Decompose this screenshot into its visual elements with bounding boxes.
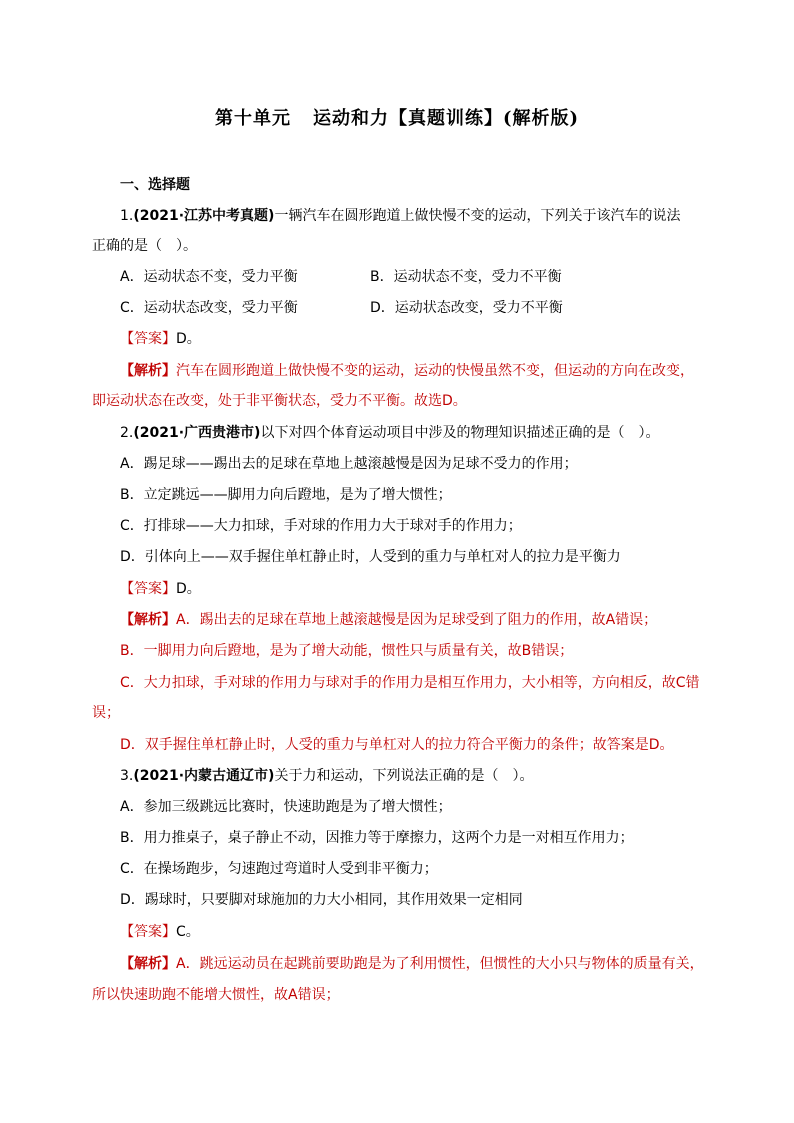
q2-option-d: D．引体向上——双手握住单杠静止时，人受到的重力与单杠对人的拉力是平衡力: [120, 549, 621, 565]
q2-analysis-line5: D．双手握住单杠静止时，人受的重力与单杠对人的拉力符合平衡力的条件；故答案是D。: [120, 737, 674, 753]
q1-options-row2: [120, 298, 563, 318]
q3-source: (2021·内蒙古通辽市): [133, 768, 275, 784]
q2-answer: [120, 579, 201, 599]
q3-option-c: C．在操场跑步，匀速跑过弯道时人受到非平衡力；: [120, 861, 438, 877]
q3-analysis-text1: A．跳远运动员在起跳前要助跑是为了利用惯性，但惯性的大小只与物体的质量有关，: [176, 956, 704, 972]
q1-number: 1.: [120, 208, 134, 224]
q3-option-b: B．用力推桌子，桌子静止不动，因推力等于摩擦力，这两个力是一对相互作用力；: [120, 830, 634, 846]
q2-analysis-tag: 【解析】: [120, 612, 176, 628]
q1-source: (2021·江苏中考真题): [133, 208, 275, 224]
q2-option-a: A．踢足球——踢出去的足球在草地上越滚越慢是因为足球不受力的作用；: [120, 456, 578, 472]
q3-answer: [120, 922, 200, 942]
q3-answer-tag: 【答案】: [120, 924, 176, 940]
q2-source: (2021·广西贵港市): [133, 425, 261, 441]
q2-analysis-text1: A．踢出去的足球在草地上越滚越慢是因为足球受到了阻力的作用，故A错误；: [176, 612, 658, 628]
q1-option-d: D．运动状态改变，受力不平衡: [370, 300, 563, 316]
q2-answer-tag: 【答案】: [120, 581, 176, 597]
q2-number: 2.: [120, 425, 134, 441]
q2-option-b: B．立定跳远——脚用力向后蹬地，是为了增大惯性；: [120, 487, 452, 503]
q1-option-b: B．运动状态不变，受力不平衡: [370, 269, 562, 285]
q2-analysis-line2: B．一脚用力向后蹬地，是为了增大动能，惯性只与质量有关，故B错误；: [120, 643, 574, 659]
q1-option-a: A．运动状态不变，受力平衡: [120, 269, 298, 285]
q2-analysis-line3: C．大力扣球，手对球的作用力与球对手的作用力是相互作用力，大小相等，方向相反，故C错: [120, 675, 700, 691]
q1-options-row1: [120, 267, 562, 287]
q1-stem: 一辆汽车在圆形跑道上做快慢不变的运动，下列关于该汽车的说法: [274, 208, 681, 224]
q1-analysis-tag: 【解析】: [120, 363, 176, 379]
q1-option-c: C．运动状态改变，受力平衡: [120, 300, 298, 316]
q2-stem-line1: [120, 423, 659, 443]
q1-answer-tag: 【答案】: [120, 331, 176, 347]
q3-answer-value: C。: [176, 924, 200, 940]
title-topic: 运动和力【真题训练】(解析版): [312, 108, 580, 129]
section-heading: 一、选择题: [120, 177, 190, 193]
q1-stem-line2: 正确的是（ ）。: [92, 238, 197, 254]
title-unit: 第十单元: [214, 108, 291, 129]
q1-stem-line1: [120, 206, 680, 226]
q3-option-d: D．踢球时，只要脚对球施加的力大小相同，其作用效果一定相同: [120, 892, 523, 908]
q3-stem-line1: [120, 766, 533, 786]
q1-analysis-line2: 即运动状态在改变，处于非平衡状态，受力不平衡。故选D。: [92, 393, 467, 409]
q3-analysis-line1: [120, 954, 704, 974]
q2-option-c: C．打排球——大力扣球，手对球的作用力大于球对手的作用力；: [120, 518, 522, 534]
q3-number: 3.: [120, 768, 134, 784]
q1-answer-value: D。: [176, 331, 201, 347]
q2-answer-value: D。: [176, 581, 201, 597]
q3-option-a: A．参加三级跳远比赛时，快速助跑是为了增大惯性；: [120, 799, 452, 815]
q3-analysis-tag: 【解析】: [120, 956, 176, 972]
q2-analysis-line4: 误；: [92, 705, 120, 721]
q3-stem: 关于力和运动，下列说法正确的是（ ）。: [274, 768, 534, 784]
q1-analysis-text1: 汽车在圆形跑道上做快慢不变的运动，运动的快慢虽然不变，但运动的方向在改变，: [176, 363, 694, 379]
q1-answer: [120, 329, 201, 349]
q2-analysis-line1: [120, 610, 657, 630]
q1-analysis-line1: [120, 361, 694, 381]
q2-stem: 以下对四个体育运动项目中涉及的物理知识描述正确的是（ ）。: [260, 425, 660, 441]
page-title: [0, 104, 794, 130]
q3-analysis-line2: 所以快速助跑不能增大惯性，故A错误；: [92, 987, 340, 1003]
